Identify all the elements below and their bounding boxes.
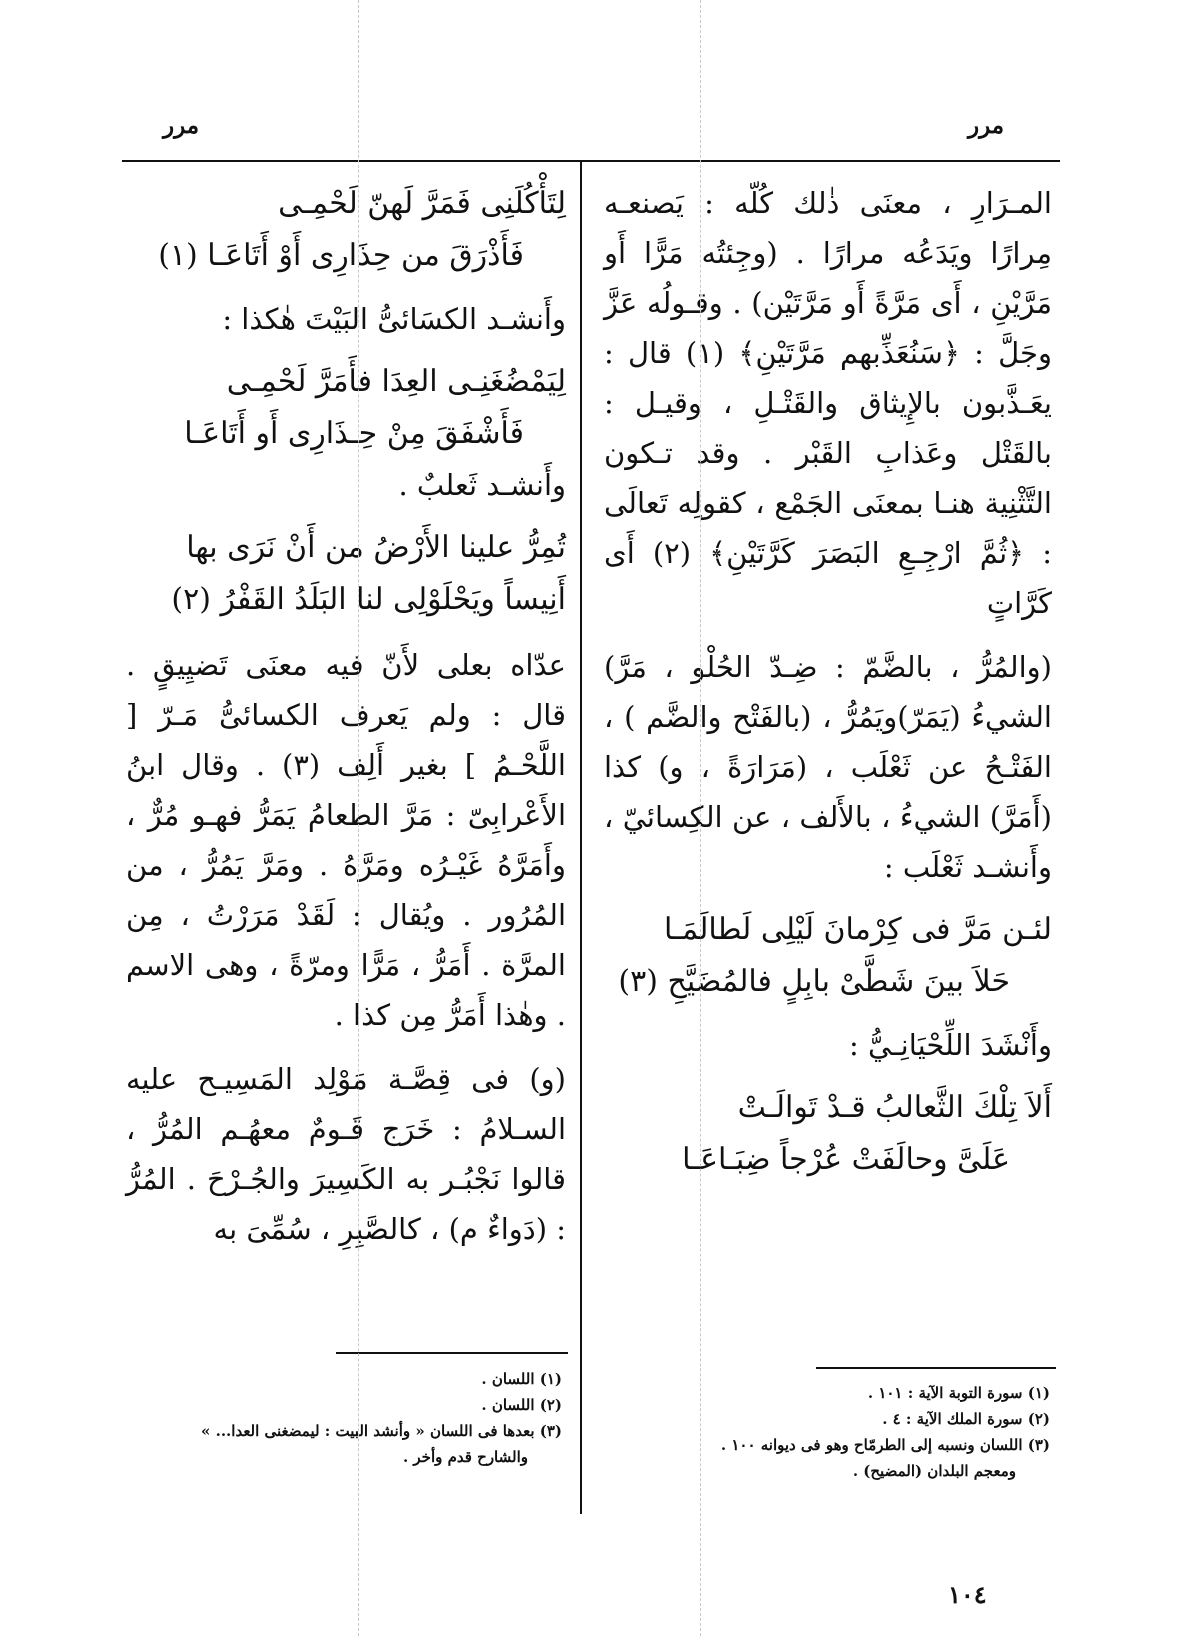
right-attribution: وأَنْشَدَ اللِّحْيَانِـيُّ : (849, 1028, 1052, 1062)
verse-hemistich: عَلَىَّ وحالَفَتْ عُرْجاً ضِبَـاعَـا (682, 1142, 1010, 1177)
footnote-continuation: ومعجم البلدان (المضيح) . (852, 1462, 1016, 1480)
left-note-1: وأَنشـد الكسَائىُّ البَيْتَ هٰكذا : (222, 302, 566, 336)
left-verse-2 (126, 356, 566, 460)
scan-fold-line (358, 0, 360, 1636)
left-verse-1 (126, 178, 566, 282)
verse-hemistich: لِتَأْكُلَنِى فَمَرَّ لَهنّ لَحْمِـى (278, 186, 566, 221)
left-paragraph-1: عدّاه بعلى لأَنّ فيه معنَى تَضيِيقٍ . قال : ولم يَعرف الكسائىُّ مَـرّ [ اللَّحْـمُ ] بغير أَلِف (٣) . وقال ابنُ الأَعْرابِىّ : مَرَّ الطعامُ يَمَرُّ فهـو مُرٌّ ، وأَمَرَّهُ غَيْـرُه ومَرَّهُ . ومَرَّ يَمُرُّ ، من المُرُور . ويُقال : لَقَدْ مَرَرْتُ ، مِن المرَّة . أَمَرُّ ، مَرًّا ومرّةً ، وهى الاسم . وهٰذا أَمَرُّ مِن كذا . (126, 648, 566, 1032)
column-divider (580, 162, 582, 1514)
footnote-item: (١) سورة التوبة الآية : ١٠١ . (867, 1384, 1050, 1402)
verse-hemistich: أَلاَ تِلْكَ الثَّعالبُ قـدْ تَوالَـتْ (737, 1090, 1052, 1125)
footnote-item: (٢) اللسان . (481, 1396, 562, 1414)
footnote-item: (٢) سورة الملك الآية : ٤ . (882, 1410, 1050, 1428)
left-paragraph-2: (و) فى قِصَّـة مَوْلِد المَسِيـح عليه السـلامُ : خَرَج قَـومٌ معهُـم المُرُّ ، قالوا نَجْبُـر به الكَسِيرَ والجُـرْحَ . المُرُّ : (دَواءٌ م) ، كالصَّبِرِ ، سُمِّىَ به (126, 1062, 566, 1246)
verse-hemistich: فَأَذْرَقَ من حِذَارِى أَوْ أَتَاعَـا (١) (158, 238, 524, 273)
verse-hemistich: أَنِيساً ويَحْلَوْلِى لنا البَلَدُ القَفْرُ (٢) (171, 582, 566, 617)
left-column (126, 178, 566, 1254)
left-note-2: وأَنشـد ثَعلبٌ . (398, 468, 566, 502)
right-paragraph-2: (والمُرُّ ، بالضَّمّ : ضِـدّ الحُلْو ، مَرَّ) الشيءُ (يَمَرّ)ويَمُرُّ ، (بالفَتْح والضَّم ) ، الفَتْـحُ عن ثَعْلَب ، (مَرَارَةً ، و) كذا (أَمَرَّ) الشيءُ ، بالأَلف ، عن الكِسائيّ ، وأَنشـد ثَعْلَب : (604, 650, 1052, 884)
footnote-rule-left (336, 1352, 568, 1354)
footnote-item: (١) اللسان . (481, 1370, 562, 1388)
verse-hemistich: حَلاَ بينَ شَطَّىْ بابِلٍ فالمُضَيَّحِ (٣) (618, 964, 1010, 999)
right-paragraph-1: المـرَارِ ، معنَى ذٰلك كُلّه : يَصنعـه مِرارًا ويَدَعُه مرارًا . (وجِئتُه مَرًّا أَو مَرَّيْنِ ، أَى مَرَّةً أَو مَرَّتَيْن) . وقـولُه عَزَّ وجَلَّ : ﴿سَنُعَذِّبهم مَرَّتَيْنِ﴾ (١) قال : يعَـذَّبون بالإِيثاق والقَتْـلِ ، وقيـل : بالقَتْل وعَذابِ القَبْر . وقد تـكون التَّثْنِية هنـا بمعنَى الجَمْع ، كقولِه تَعالَى : ﴿ثُمَّ ارْجِـعِ البَصَرَ كَرَّتَيْنِ﴾ (٢) أَى كَرَّاتٍ (604, 186, 1052, 620)
scan-fold-line (700, 0, 702, 1636)
right-verse-2 (604, 1082, 1052, 1186)
footnotes-left (122, 1366, 562, 1470)
header-rule (122, 160, 1060, 162)
page-number: ١٠٤ (948, 1580, 987, 1609)
footnote-rule-right (816, 1367, 1056, 1369)
right-column (604, 178, 1052, 1186)
verse-hemistich: تُمِرُّ علينا الأَرْضُ من أَنْ نَرَى بها (186, 530, 566, 565)
running-header-right: مرر (968, 112, 1005, 139)
left-verse-3 (126, 522, 566, 626)
verse-hemistich: لِيَمْضُغَنِـى العِدَا فأَمَرَّ لَحْمِـى (226, 364, 566, 399)
footnote-item: (٣) اللسان ونسبه إلى الطرمّاح وهو فى ديوانه ١٠٠ . (720, 1436, 1050, 1454)
footnotes-right (620, 1380, 1050, 1484)
verse-hemistich: فَأَشْفَقَ مِنْ حِـذَارِى أَو أَتَاعَـا (184, 416, 524, 451)
right-verse-1 (604, 904, 1052, 1008)
running-header-left: مرر (163, 112, 200, 139)
footnote-item: (٣) بعدها فى اللسان « وأنشد البيت : ليمضغنى العدا... » (201, 1422, 562, 1440)
verse-hemistich: لئـن مَرَّ فى كِرْمانَ لَيْلِى لَطالَمَـا (664, 912, 1052, 947)
footnote-continuation: والشارح قدم وأخر . (402, 1448, 528, 1466)
